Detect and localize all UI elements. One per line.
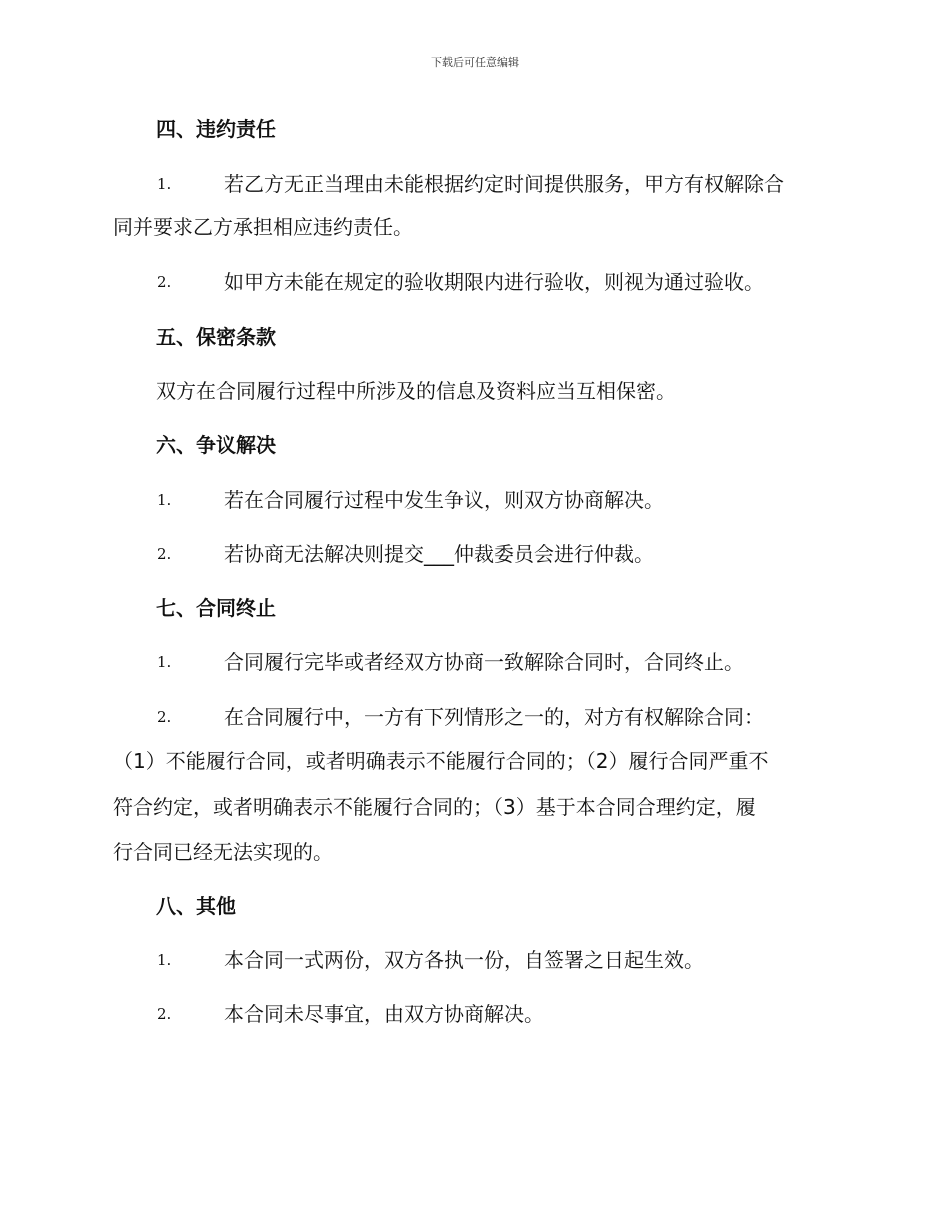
item-text-continued: 同并要求乙方承担相应违约责任。	[113, 215, 413, 239]
item-text: 若协商无法解决则提交___仲裁委员会进行仲裁。	[224, 542, 654, 566]
item-text: 本合同一式两份，双方各执一份，自签署之日起生效。	[224, 948, 704, 972]
item-text: 若在合同履行过程中发生争议，则双方协商解决。	[224, 488, 664, 512]
section-title-other: 八、其他	[156, 894, 236, 918]
page-header: 下载后可任意编辑	[431, 56, 519, 69]
item-text: 如甲方未能在规定的验收期限内进行验收，则视为通过验收。	[224, 270, 764, 294]
item-text-continued: 符合约定，或者明确表示不能履行合同的；（3）基于本合同合理约定，履	[113, 795, 756, 819]
section-title-breach: 四、违约责任	[156, 117, 276, 141]
item-number: 1.	[157, 175, 172, 193]
item-number: 2.	[157, 545, 172, 563]
item-number: 2.	[157, 708, 172, 726]
item-text: 本合同未尽事宜，由双方协商解决。	[224, 1002, 544, 1026]
item-text-continued: 行合同已经无法实现的。	[113, 840, 333, 864]
section-title-dispute: 六、争议解决	[156, 433, 276, 457]
section-title-confidentiality: 五、保密条款	[156, 325, 276, 349]
section-title-termination: 七、合同终止	[156, 596, 276, 620]
item-number: 1.	[157, 653, 172, 671]
item-number: 2.	[157, 1005, 172, 1023]
item-text: 若乙方无正当理由未能根据约定时间提供服务，甲方有权解除合	[224, 172, 784, 196]
item-number: 2.	[157, 273, 172, 291]
item-text: 在合同履行中，一方有下列情形之一的，对方有权解除合同：	[224, 705, 764, 729]
item-text-continued: （1）不能履行合同，或者明确表示不能履行合同的；（2）履行合同严重不	[113, 749, 769, 773]
item-number: 1.	[157, 491, 172, 509]
item-text: 合同履行完毕或者经双方协商一致解除合同时，合同终止。	[224, 650, 744, 674]
paragraph: 双方在合同履行过程中所涉及的信息及资料应当互相保密。	[156, 379, 676, 403]
item-number: 1.	[157, 951, 172, 969]
